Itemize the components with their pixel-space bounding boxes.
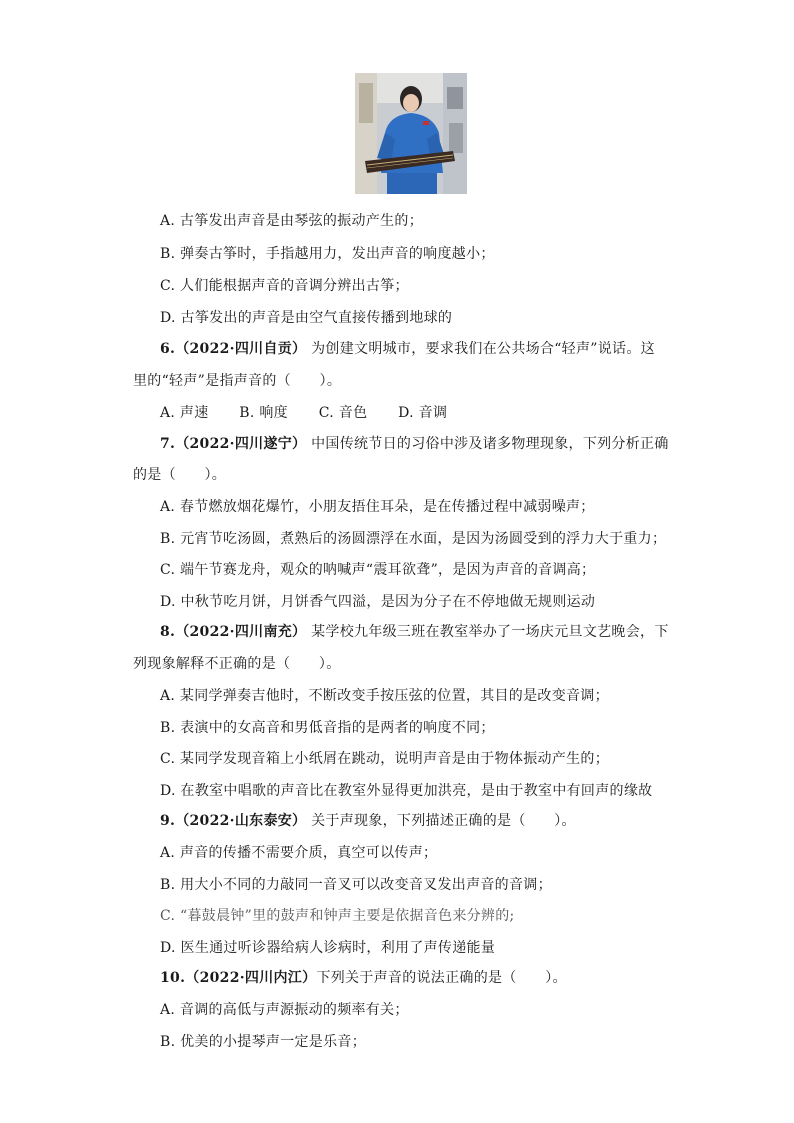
q8-stem-cont: 列现象解释不正确的是（ ）。 <box>133 656 341 672</box>
q8-option-c: C. 某同学发现音箱上小纸屑在跳动，说明声音是由于物体振动产生的； <box>160 751 610 767</box>
q6-stem-text: 为创建文明城市，要求我们在公共场合“轻声”说话。这 <box>311 341 655 357</box>
q9-stem-text: 关于声现象，下列描述正确的是（ ）。 <box>311 813 576 829</box>
q9-option-a: A. 声音的传播不需要介质，真空可以传声； <box>160 845 438 861</box>
q8-stem <box>160 622 669 642</box>
astronaut-guzheng-photo <box>355 73 467 194</box>
q7-stem-text: 中国传统节日的习俗中涉及诸多物理现象，下列分析正确 <box>311 436 669 452</box>
q9-option-b: B. 用大小不同的力敲同一音叉可以改变音叉发出声音的音调； <box>160 877 552 893</box>
q7-number: 7. <box>160 436 176 452</box>
q6-number: 6. <box>160 341 176 357</box>
q5-option-c: C. 人们能根据声音的音调分辨出古筝； <box>160 278 409 294</box>
q6-option-b: B. 响度 <box>239 405 288 421</box>
q10-source: （2022·四川内江） <box>185 970 317 986</box>
photo-illustration <box>355 73 467 194</box>
q10-option-b: B. 优美的小提琴声一定是乐音； <box>160 1034 366 1050</box>
q6-source: （2022·四川自贡） <box>175 341 307 357</box>
q9-number: 9. <box>160 813 176 829</box>
q8-option-a: A. 某同学弹奏吉他时，不断改变手按压弦的位置，其目的是改变音调； <box>160 688 609 704</box>
q10-number: 10. <box>160 970 186 986</box>
q10-option-a: A. 音调的高低与声源振动的频率有关； <box>160 1002 409 1018</box>
q9-option-c: C. “暮鼓晨钟”里的鼓声和钟声主要是依据音色来分辨的; <box>160 908 515 924</box>
q7-option-d: D. 中秋节吃月饼，月饼香气四溢，是因为分子在不停地做无规则运动 <box>160 594 596 610</box>
q5-option-d: D. 古筝发出的声音是由空气直接传播到地球的 <box>160 310 453 326</box>
q5-option-a: A. 古筝发出声音是由琴弦的振动产生的； <box>160 213 424 229</box>
q7-source: （2022·四川遂宁） <box>175 436 307 452</box>
q6-options <box>160 403 447 423</box>
q7-option-a: A. 春节燃放烟花爆竹，小朋友捂住耳朵，是在传播过程中减弱噪声； <box>160 499 595 515</box>
q8-source: （2022·四川南充） <box>175 624 307 640</box>
q8-stem-text: 某学校九年级三班在教室举办了一场庆元旦文艺晚会，下 <box>311 624 669 640</box>
q6-option-a: A. 声速 <box>160 405 209 421</box>
q6-option-c: C. 音色 <box>318 405 368 421</box>
q9-stem <box>160 811 576 831</box>
q10-stem-text: 下列关于声音的说法正确的是（ ）。 <box>316 970 567 986</box>
q9-option-d: D. 医生通过听诊器给病人诊病时，利用了声传递能量 <box>160 940 496 956</box>
q8-number: 8. <box>160 624 176 640</box>
q9-source: （2022·山东泰安） <box>175 813 307 829</box>
q7-stem-cont: 的是（ ）。 <box>133 467 227 483</box>
q5-option-b: B. 弹奏古筝时，手指越用力，发出声音的响度越小； <box>160 246 495 262</box>
q7-stem <box>160 434 669 454</box>
q7-option-b: B. 元宵节吃汤圆，煮熟后的汤圆漂浮在水面，是因为汤圆受到的浮力大于重力； <box>160 531 667 547</box>
q10-stem <box>160 968 567 988</box>
q7-option-c: C. 端午节赛龙舟，观众的呐喊声“震耳欲聋”，是因为声音的音调高； <box>160 562 596 578</box>
q6-stem-cont: 里的“轻声”是指声音的（ ）。 <box>133 373 342 389</box>
q8-option-b: B. 表演中的女高音和男低音指的是两者的响度不同； <box>160 720 495 736</box>
q6-stem <box>160 339 655 359</box>
q6-option-d: D. 音调 <box>398 405 448 421</box>
q8-option-d: D. 在教室中唱歌的声音比在教室外显得更加洪亮，是由于教室中有回声的缘故 <box>160 783 653 799</box>
